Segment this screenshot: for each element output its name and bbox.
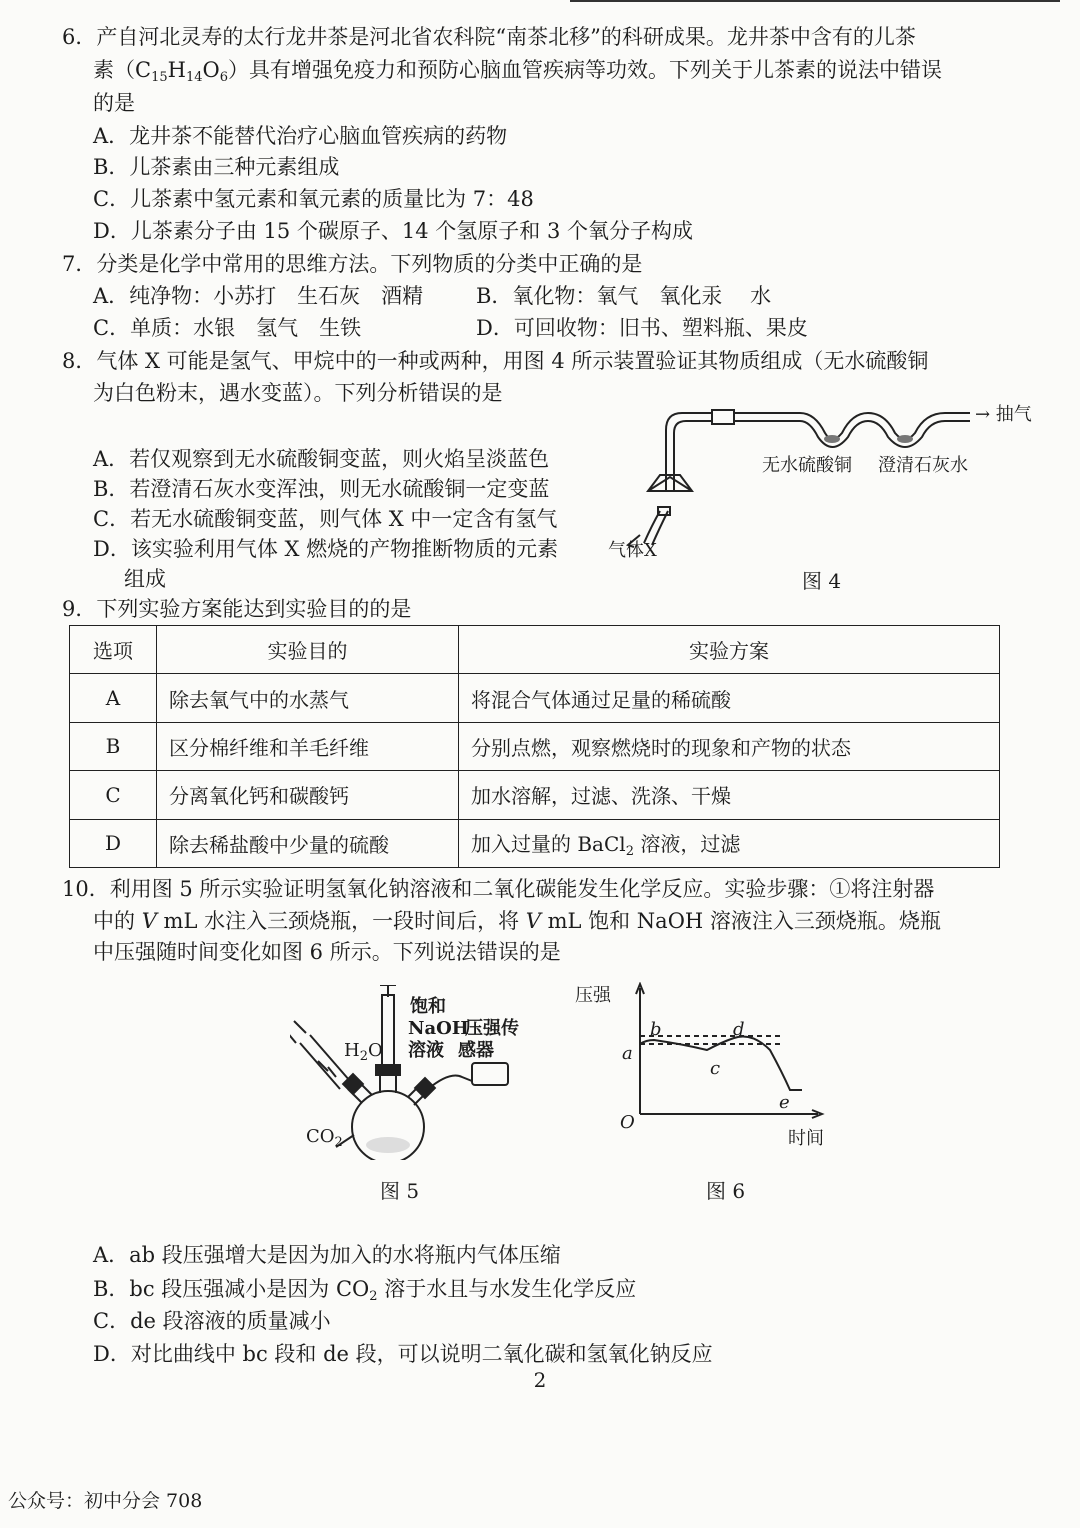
table-cell-goal: 区分棉纤维和羊毛纤维 xyxy=(157,722,459,770)
q10-option-d: D．对比曲线中 bc 段和 de 段，可以说明二氧化碳和氢氧化钠反应 xyxy=(93,1342,713,1366)
fig4-caption: 图 4 xyxy=(802,569,842,593)
q8-stem-line2: 为白色粉末，遇水变蓝）。下列分析错误的是 xyxy=(93,381,503,405)
table-cell-plan: 将混合气体通过足量的稀硫酸 xyxy=(459,674,1000,722)
u-tube-limewater xyxy=(868,413,970,439)
table-row xyxy=(70,771,1000,819)
table-cell-goal: 分离氧化钙和碳酸钙 xyxy=(157,771,459,819)
q6-option-b: B．儿茶素由三种元素组成 xyxy=(93,155,340,179)
fig5-label-naoh: NaOH xyxy=(408,1018,469,1039)
table-cell-option: C xyxy=(70,771,157,819)
fig6-point-e: e xyxy=(779,1092,790,1113)
table-cell-plan: 分别点燃，观察燃烧时的现象和产物的状态 xyxy=(459,722,1000,770)
fig5-label-co2: $CO_2$ xyxy=(306,1126,343,1150)
fig5-caption: 图 5 xyxy=(380,1179,420,1203)
q6-stem-line3: 的是 xyxy=(93,91,135,115)
fig6-origin-label: O xyxy=(620,1112,635,1133)
table-cell-option: B xyxy=(70,722,157,770)
fig4-label-pump: → 抽气 xyxy=(975,404,1032,425)
table-row xyxy=(70,722,1000,770)
fig5-label-water: $H_2O$ xyxy=(344,1040,383,1064)
table-cell-option: A xyxy=(70,674,157,722)
pressure-sensor xyxy=(472,1063,508,1085)
fig4-label-limewater: 澄清石灰水 xyxy=(878,455,968,476)
figure-4-apparatus xyxy=(600,395,980,565)
fig6-point-a: a xyxy=(622,1043,633,1064)
q6-stem-line1: 6．产自河北灵寿的太行龙井茶是河北省农科院“南茶北移”的科研成果。龙井茶中含有的儿茶 xyxy=(62,25,916,49)
x-axis xyxy=(640,1110,822,1118)
footer-text: 公众号：初中分会 708 xyxy=(8,1490,203,1512)
q8-option-a: A．若仅观察到无水硫酸铜变蓝，则火焰呈淡蓝色 xyxy=(93,447,550,471)
q8-option-b: B．若澄清石灰水变浑浊，则无水硫酸铜一定变蓝 xyxy=(93,477,550,501)
q8-stem-line1: 8．气体 X 可能是氢气、甲烷中的一种或两种，用图 4 所示装置验证其物质组成（无水硫酸铜 xyxy=(62,349,929,373)
table-row xyxy=(70,674,1000,722)
page-number: 2 xyxy=(533,1368,547,1392)
fig6-x-label: 时间 xyxy=(788,1128,824,1149)
fig5-label-sensor-2: 感器 xyxy=(458,1040,494,1061)
fig6-point-c: c xyxy=(710,1058,721,1079)
table-header: 实验方案 xyxy=(459,626,1000,674)
q9-experiment-table xyxy=(69,625,1000,868)
fig6-caption: 图 6 xyxy=(706,1179,746,1203)
q7-option-a: A．纯净物：小苏打 生石灰 酒精 xyxy=(93,284,424,308)
water-syringe xyxy=(300,1035,350,1089)
q8-option-d-line2: 组成 xyxy=(124,567,166,591)
table-header: 选项 xyxy=(70,626,157,674)
q9-stem: 9．下列实验方案能达到实验目的的是 xyxy=(62,597,412,621)
q8-option-c: C．若无水硫酸铜变蓝，则气体 X 中一定含有氢气 xyxy=(93,507,558,531)
table-cell-goal: 除去氧气中的水蒸气 xyxy=(157,674,459,722)
table-header-row xyxy=(70,626,1000,674)
q7-stem: 7．分类是化学中常用的思维方法。下列物质的分类中正确的是 xyxy=(62,252,643,276)
fig5-label-solution: 溶液 xyxy=(408,1040,444,1061)
top-border-line xyxy=(570,0,1060,2)
q10-option-c: C．de 段溶液的质量减小 xyxy=(93,1309,331,1333)
tube-connector xyxy=(712,410,734,424)
table-header: 实验目的 xyxy=(157,626,459,674)
q6-option-c: C．儿茶素中氢元素和氧元素的质量比为 7：48 xyxy=(93,187,534,211)
table-row xyxy=(70,819,1000,867)
q7-option-c: C．单质：水银 氢气 生铁 xyxy=(93,316,362,340)
q10-option-a: A．ab 段压强增大是因为加入的水将瓶内气体压缩 xyxy=(93,1243,561,1267)
fig4-label-gas: 气体X xyxy=(608,540,657,561)
table-cell-goal: 除去稀盐酸中少量的硫酸 xyxy=(157,819,459,867)
naoh-syringe xyxy=(382,995,394,1067)
fig6-point-b: b xyxy=(650,1019,662,1040)
q6-option-a: A．龙井茶不能替代治疗心脑血管疾病的药物 xyxy=(93,124,508,148)
q7-option-d: D．可回收物：旧书、塑料瓶、果皮 xyxy=(476,316,808,340)
fig5-label-sensor-1: 压强传 xyxy=(465,1018,519,1039)
table-cell-plan: 加入过量的 BaCl$_2$ 溶液，过滤 xyxy=(459,819,1000,867)
q10-stem-line1: 10．利用图 5 所示实验证明氢氧化钠溶液和二氧化碳能发生化学反应。实验步骤：①将注射器 xyxy=(62,877,935,901)
fig6-point-d: d xyxy=(733,1019,745,1040)
table-cell-option: D xyxy=(70,819,157,867)
q10-stem-line2: 中的 V mL 水注入三颈烧瓶，一段时间后，将 V mL 饱和 NaOH 溶液注入三颈烧瓶。烧瓶 xyxy=(93,909,941,933)
q8-option-d-line1: D．该实验利用气体 X 燃烧的产物推断物质的元素 xyxy=(93,537,559,561)
y-axis xyxy=(636,984,644,1114)
q10-option-b: B．bc 段压强减小是因为 $CO_2$ 溶于水且与水发生化学反应 xyxy=(93,1277,637,1304)
q6-option-d: D．儿茶素分子由 15 个碳原子、14 个氢原子和 3 个氧分子构成 xyxy=(93,219,694,243)
q7-option-b: B．氧化物：氧气 氧化汞 水 xyxy=(476,284,772,308)
fig5-label-saturated: 饱和 xyxy=(410,996,446,1017)
table-cell-plan: 加水溶解，过滤、洗涤、干燥 xyxy=(459,771,1000,819)
fig6-y-label: 压强 xyxy=(575,985,611,1006)
q6-stem-line2: 素$(C_{15}H_{14}O_6)$具有增强免疫力和预防心脑血管疾病等功效。下列关于儿茶素的说法中错误 xyxy=(93,58,942,85)
q10-stem-line3: 中压强随时间变化如图 6 所示。下列说法错误的是 xyxy=(93,940,561,964)
fig4-label-cuso4: 无水硫酸铜 xyxy=(762,455,852,476)
